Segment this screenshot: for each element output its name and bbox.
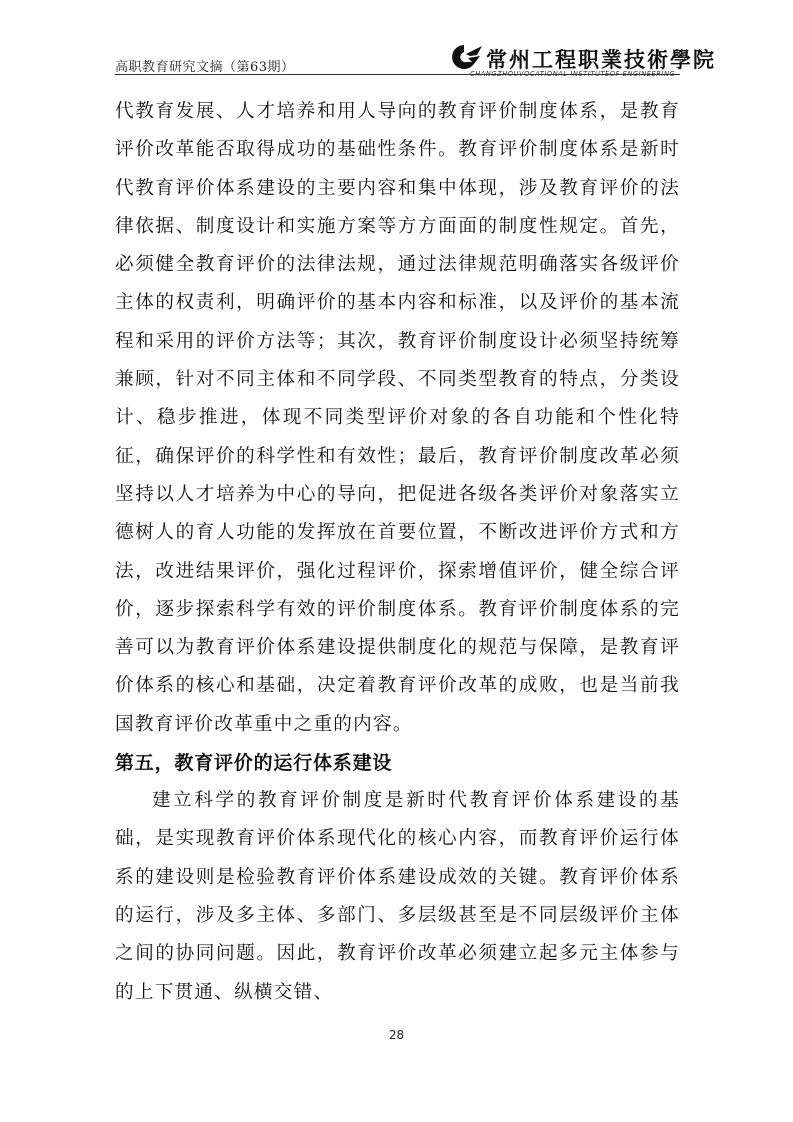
body-paragraph: 建立科学的教育评价制度是新时代教育评价体系建设的基础，是实现教育评价体系现代化的核心内容，而教育评价运行体系的建设则是检验教育评价体系建设成效的关键。教育评价体系的运行，涉及多主体、多部门、多层级甚至是不同层级评价主体之间的协同问题。因此，教育评价改革必须建立起多元主体参与的上下贯通、纵横交错、 bbox=[115, 790, 680, 1003]
header-divider bbox=[115, 74, 680, 75]
body-paragraph: 代教育发展、人才培养和用人导向的教育评价制度体系，是教育评价改革能否取得成功的基础性条件。教育评价制度体系是新时代教育评价体系建设的主要内容和集中体现，涉及教育评价的法律依据、制度设计和实施方案等方方面面的制度性规定。首先，必须健全教育评价的法律法规，通过法律规范明确落实各级评价主体的权责利，明确评价的基本内容和标准，以及评价的基本流程和采用的评价方法等；其次，教育评价制度设计必须坚持统筹兼顾，针对不同主体和不同学段、不同类型教育的特点，分类设计、稳步推进，体现不同类型评价对象的各自功能和个性化特征，确保评价的科学性和有效性；最后，教育评价制度改革必须坚持以人才培养为中心的导向，把促进各级各类评价对象落实立德树人的育人功能的发挥放在首要位置，不断改进评价方式和方法，改进结果评价，强化过程评价，探索增值评价，健全综合评价，逐步探索科学有效的评价制度体系。教育评价制度体系的完善可以为教育评价体系建设提供制度化的规范与保障，是教育评价体系的核心和基础，决定着教育评价改革的成败，也是当前我国教育评价改革重中之重的内容。 bbox=[115, 101, 680, 735]
journal-title: 高职教育研究文摘（第63期） bbox=[115, 60, 295, 75]
section-heading: 第五，教育评价的运行体系建设 bbox=[115, 752, 393, 775]
school-name-english: CHANGZHOUVOCATIONAL INSTITUTEOF ENGINEERING bbox=[470, 70, 676, 78]
page-header bbox=[115, 40, 716, 78]
page-number: 28 bbox=[388, 1028, 405, 1042]
article-body bbox=[115, 93, 680, 1012]
school-name: 常州工程职業技術學院 bbox=[486, 47, 716, 72]
school-logo-icon bbox=[444, 42, 484, 72]
